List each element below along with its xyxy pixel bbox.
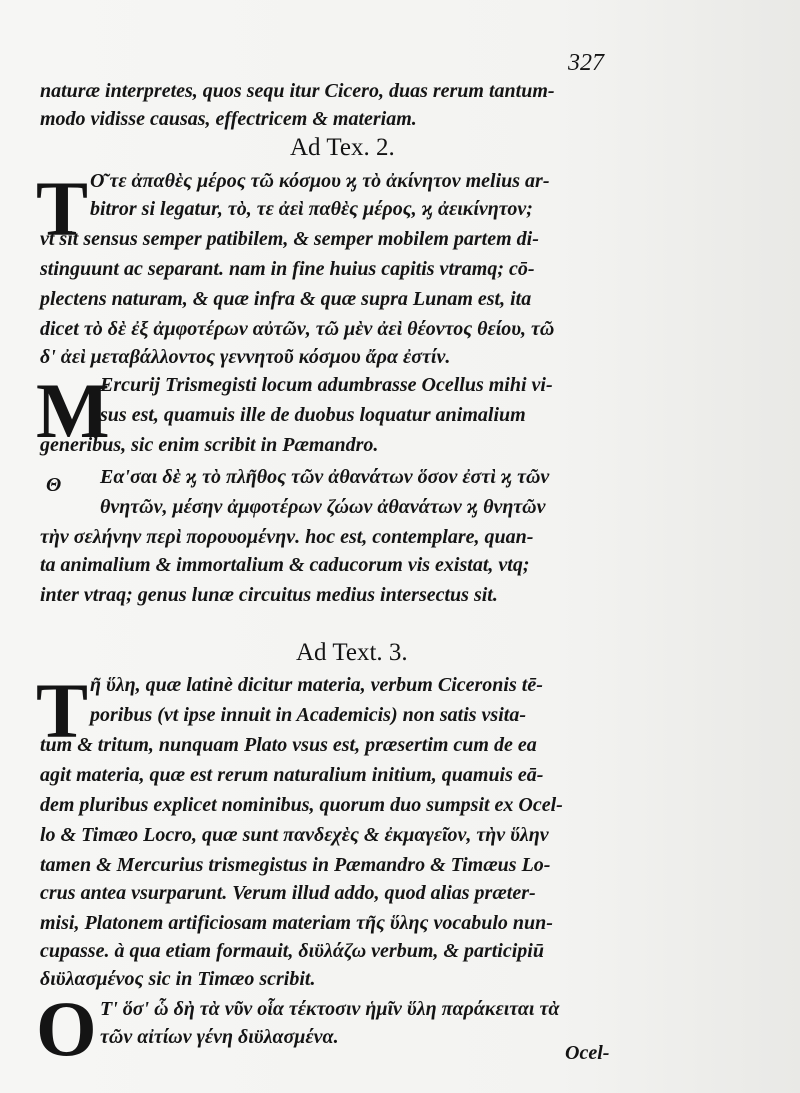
text-line: modo vidisse causas, effectricem & materiam.: [40, 108, 417, 130]
text-line: sus est, quamuis ille de duobus loquatur animalium: [100, 404, 526, 426]
text-line: τῶν αἰτίων γένη διϋλασμένα.: [100, 1026, 339, 1048]
text-line: misi, Platonem artificiosam materiam τῆς ὕλης vocabulo nun-: [40, 912, 553, 934]
drop-cap: O: [36, 985, 97, 1072]
text-line: agit materia, quæ est rerum naturalium initium, quamuis eā-: [40, 764, 544, 786]
text-line: crus antea vsurparunt. Verum illud addo, quod alias præter-: [40, 882, 536, 904]
page-number: 327: [568, 50, 604, 76]
drop-cap: T: [36, 165, 89, 252]
text-line: ῆ ὕλη, quæ latinè dicitur materia, verbum Ciceronis tē-: [90, 674, 543, 696]
text-line: Εα'σαι δὲ ϗ τὸ πλῆθος τῶν ἀθανάτων ὅσον ἐστὶ ϗ τῶν: [100, 466, 550, 488]
text-line: poribus (vt ipse innuit in Academicis) non satis vsita-: [90, 704, 526, 726]
text-line: διϋλασμένος sic in Timæo scribit.: [40, 968, 316, 990]
text-line: naturæ interpretes, quos sequ itur Cicero, duas rerum tantum-: [40, 80, 555, 102]
greek-marker: Θ: [46, 474, 62, 496]
text-line: generibus, sic enim scribit in Pæmandro.: [40, 434, 379, 456]
text-line: θνητῶν, μέσην ἀμφοτέρων ζώων ἀθανάτων ϗ θνητῶν: [100, 496, 546, 518]
section-heading: Ad Text. 3.: [296, 639, 408, 666]
text-line: δ' ἀεὶ μεταβάλλοντος γεννητοῦ κόσμου ἄρα ἐστίν.: [40, 346, 451, 368]
text-line: τὴν σελήνην περὶ πορουομένην. hoc est, contemplare, quan-: [40, 526, 534, 548]
text-line: lo & Timæo Locro, quæ sunt πανδεχὲς & ἐκμαγεῖον, τὴν ὕλην: [40, 824, 549, 846]
text-line: dicet τὸ δὲ ἐξ ἀμφοτέρων αὐτῶν, τῶ μὲν ἀεὶ θέοντος θείου, τῶ: [40, 318, 555, 340]
drop-cap: T: [36, 667, 89, 754]
text-line: Ercurij Trismegisti locum adumbrasse Ocellus mihi vi-: [100, 374, 553, 396]
text-line: stinguunt ac separant. nam in fine huius capitis vtramq; cō-: [40, 258, 535, 280]
section-heading: Ad Tex. 2.: [290, 134, 395, 161]
text-line: plectens naturam, & quæ infra & quæ supra Lunam est, ita: [40, 288, 532, 310]
text-line: inter vtraq; genus lunæ circuitus medius intersectus sit.: [40, 584, 498, 606]
text-line: tum & tritum, nunquam Plato vsus est, præsertim cum de ea: [40, 734, 537, 756]
text-line: vt sit sensus semper patibilem, & semper mobilem partem di-: [40, 228, 539, 250]
text-line: tamen & Mercurius trismegistus in Pæmandro & Timæus Lo-: [40, 854, 551, 876]
text-line: ta animalium & immortalium & caducorum vis existat, vtq;: [40, 554, 530, 576]
text-line: bitror si legatur, τὸ, τε ἀεὶ παθὲς μέρος, ϗ ἀεικίνητον;: [90, 198, 533, 220]
text-line: cupasse. à qua etiam formauit, διϋλάζω verbum, & participiū: [40, 940, 544, 962]
show-through-text: [728, 40, 800, 1050]
text-line: Τ' ὅσ' ὧ δὴ τὰ νῦν οἷα τέκτοσιν ἡμῖν ὕλη παράκειται τὰ: [100, 998, 560, 1020]
text-line: Ο͂ τε ἀπαθὲς μέρος τῶ κόσμου ϗ τὸ ἀκίνητον melius ar-: [90, 170, 550, 192]
catchword: Ocel-: [565, 1042, 610, 1064]
text-line: dem pluribus explicet nominibus, quorum duo sumpsit ex Ocel-: [40, 794, 563, 816]
drop-cap: M: [36, 367, 110, 454]
